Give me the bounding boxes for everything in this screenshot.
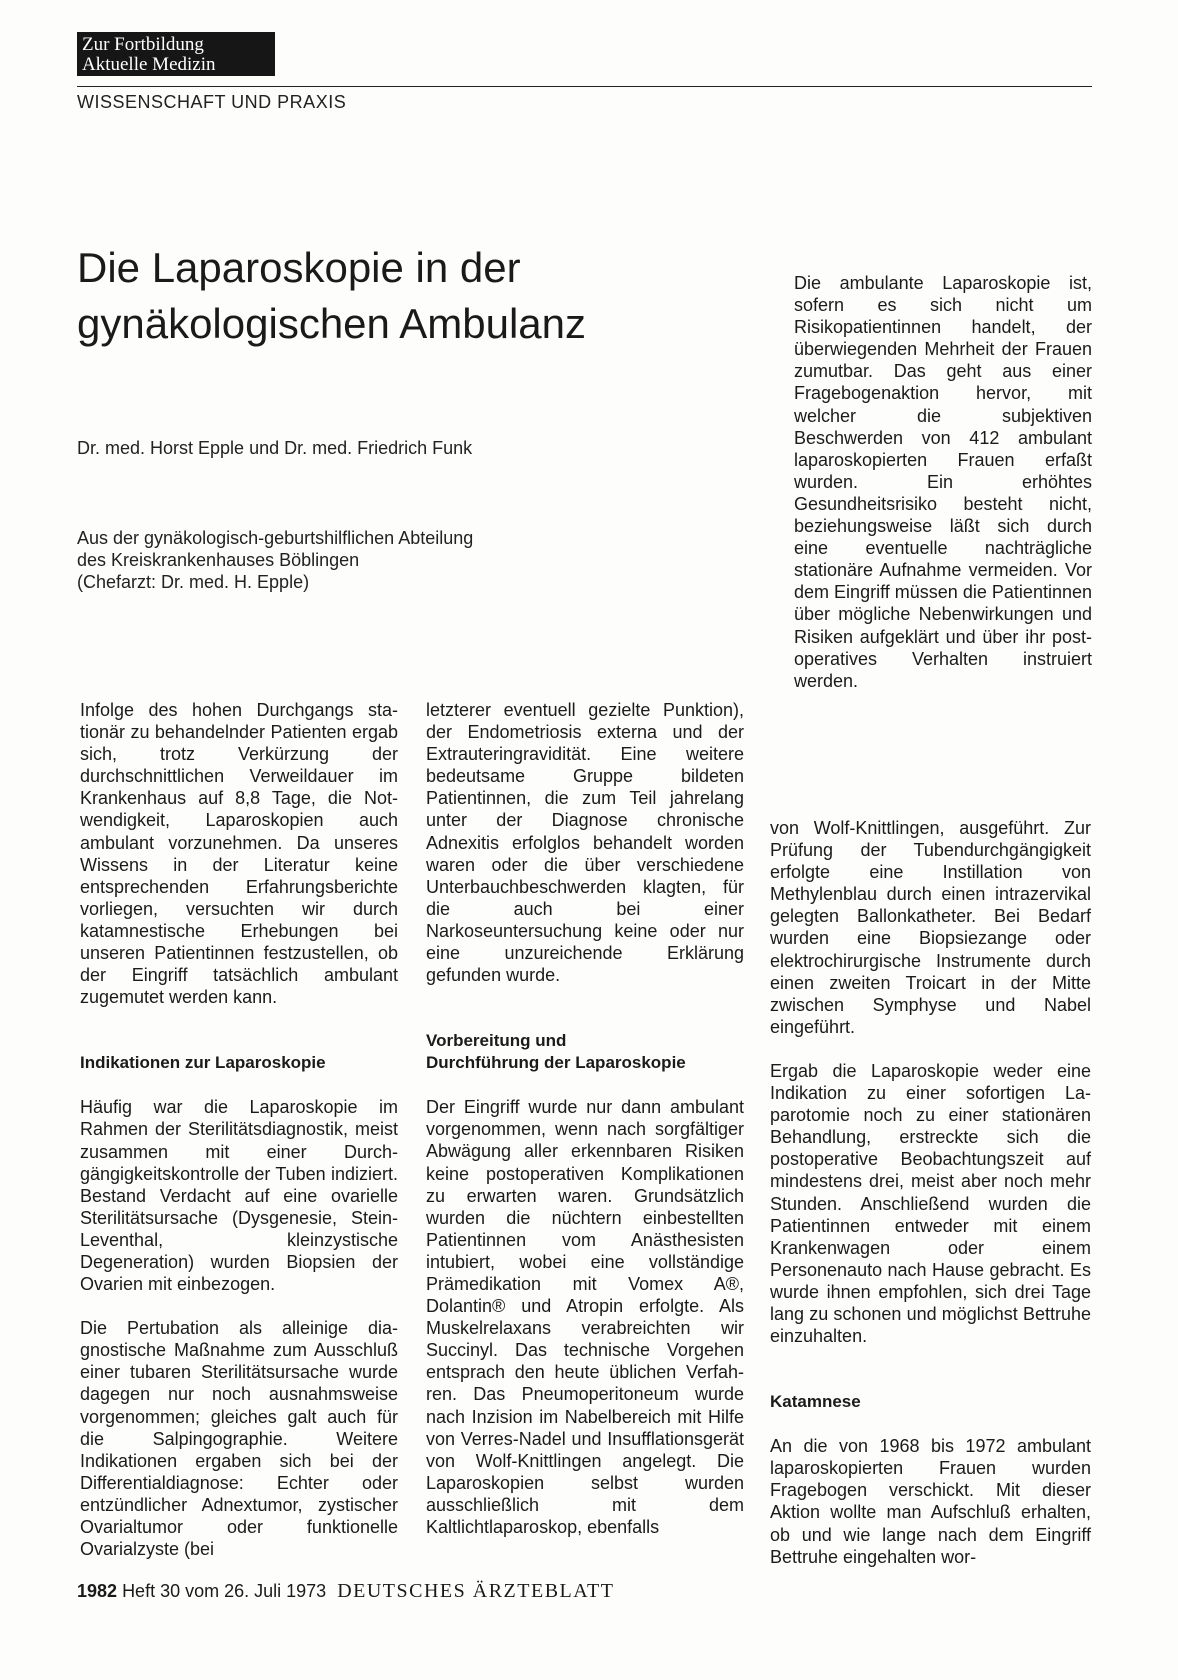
- issue-info: Heft 30 vom 26. Juli 1973: [122, 1581, 327, 1601]
- heading-vorbereitung-line2: Durchführung der Laparoskopie: [426, 1053, 686, 1073]
- vorbereitung-paragraph: Der Eingriff wurde nur dann ambulant vorgenommen, wenn nach sorgfältiger Abwägung aller erkennbaren Risiken keine postoperativen Komplikationen zu erwarten waren. Grundsätzlich wurden die nüchtern einbestellten Patientinnen vom Anästhesisten intubiert, wobei eine vollständige Prämedikation mit Vomex A®, Dolantin® und Atropin erfolgte. Als Muskelrelaxans verabreichten wir Succinyl. Das technische Vorgehen entsprach den heute üblichen Verfahren. Das Pneumoperitoneum wurde nach Inzision im Nabelbereich mit Hilfe von Verres-Nadel und Insufflationsgerät von Wolf-Knittlingen angelegt. Die Laparoskopien selbst wurden ausschließlich mit dem Kaltlichtlaparoskop, ebenfalls: [426, 1097, 744, 1537]
- article-title: [77, 240, 727, 352]
- indikationen-paragraph-1: Häufig war die Laparoskopie im Rahmen der Sterilitätsdiagnostik, meist zusammen mit einer Durchgängigkeitskontrolle der Tuben indiziert. Bestand Verdacht auf eine ovarielle Sterilitätsursache (Dysgenesie, Stein-Leventhal, kleinzystische Degeneration) wurden Biopsien der Ovarien mit einbezogen.: [80, 1097, 398, 1295]
- header-rule: [77, 86, 1092, 87]
- indikationen-paragraph-3: letzterer eventuell gezielte Punktion), der Endometriosis externa und der Extrauteringravidität. Eine weitere bedeutsame Gruppe bildeten Patientinnen, die zum Teil jahrelang unter der Diagnose chronische Adnexitis erfolglos behandelt worden waren oder die über verschiedene Unterbauchbeschwerden klagten, für die auch bei einer Narkoseuntersuchung keine oder nur eine unzureichende Erklärung gefunden wurde.: [426, 700, 744, 986]
- summary-paragraph: Die ambulante Laparoskopie ist, sofern es sich nicht um Risikopatientinnen handelt, der überwiegenden Mehrheit der Frauen zumutbar. Das geht aus einer Fragebogenaktion hervor, mit welcher die subjektiven Beschwerden von 412 ambulant laparoskopierten Frauen erfaßt wurden. Ein erhöhtes Gesundheitsrisiko besteht nicht, beziehungsweise läßt sich durch eine eventuelle nachträgliche stationäre Aufnahme vermeiden. Vor dem Eingriff müssen die Patientinnen über mögliche Nebenwirkungen und Risiken aufgeklärt und über ihr postoperatives Verhalten instruiert werden.: [794, 273, 1092, 691]
- category-tag-line1: Zur Fortbildung: [82, 34, 204, 55]
- heading-vorbereitung-line1: Vorbereitung und: [426, 1031, 567, 1051]
- indikationen-paragraph-2: Die Pertubation als alleinige diagnostische Maßnahme zum Ausschluß einer tubaren Sterilitätsursache wurde dagegen nur noch ausnahmsweise vorgenommen; gleiches galt auch für die Salpingographie. Weitere Indikationen ergaben sich bei der Differentialdiagnose: Echter oder entzündlicher Adnextumor, zystischer Ovarialtumor oder funktionelle Ovarialzyste (bei: [80, 1318, 398, 1560]
- page-footer: [77, 1580, 614, 1603]
- heading-indikationen: Indikationen zur Laparoskopie: [80, 1053, 326, 1073]
- category-tag: [77, 32, 275, 76]
- column-1: [80, 699, 398, 1560]
- column-3: [770, 817, 1091, 1568]
- section-label: WISSENSCHAFT UND PRAXIS: [77, 92, 347, 112]
- article-authors: Dr. med. Horst Epple und Dr. med. Friedrich Funk: [77, 438, 473, 458]
- column-2: [426, 699, 744, 1538]
- heading-vorbereitung: [426, 1030, 744, 1074]
- article-title-line1: Die Laparoskopie in der: [77, 244, 521, 291]
- article-title-line2: gynäkologischen Ambulanz: [77, 300, 587, 347]
- category-tag-line2: Aktuelle Medizin: [82, 54, 216, 75]
- affiliation-line1: Aus der gynäkologisch-geburtshilflichen Abteilung: [77, 528, 474, 548]
- durchfuehrung-paragraph: von Wolf-Knittlingen, ausgeführt. Zur Prüfung der Tubendurchgängigkeit erfolgte eine Instillation von Methylenblau durch einen intrazervikal gelegten Ballonkatheter. Bei Bedarf wurden eine Biopsiezange oder elektrochirurgische Instrumente durch einen zweiten Troicart in der Mitte zwischen Symphyse und Nabel eingeführt.: [770, 818, 1091, 1037]
- katamnese-paragraph: An die von 1968 bis 1972 ambulant laparoskopierten Frauen wurden Fragebogen verschickt. Mit dieser Aktion wollte man Aufschluß erhalten, ob und wie lange nach dem Eingriff Bettruhe eingehalten wor-: [770, 1436, 1091, 1567]
- heading-katamnese: Katamnese: [770, 1392, 861, 1412]
- beobachtung-paragraph: Ergab die Laparoskopie weder eine Indikation zu einer sofortigen Laparotomie noch zu einer stationären Behandlung, erstreckte sich die postoperative Beobachtungszeit auf mindestens drei, meist aber noch mehr Stunden. Anschließend wurden die Patientinnen entweder mit einem Krankenwagen oder einem Personenauto nach Hause gebracht. Es wurde ihnen empfohlen, sich drei Tage lang zu schonen und möglichst Bettruhe einzuhalten.: [770, 1060, 1091, 1347]
- summary-column: [794, 272, 1092, 692]
- page-number: 1982: [77, 1581, 118, 1601]
- affiliation-line3: (Chefarzt: Dr. med. H. Epple): [77, 572, 310, 592]
- affiliation-line2: des Kreiskrankenhauses Böblingen: [77, 550, 360, 570]
- article-affiliation: [77, 527, 473, 593]
- journal-name: DEUTSCHES ÄRZTEBLATT: [337, 1580, 615, 1602]
- intro-paragraph: Infolge des hohen Durchgangs stationär zu behandelnder Patienten ergab sich, trotz Verkürzung der durchschnittlichen Verweildauer im Krankenhaus auf 8,8 Tage, die Notwendigkeit, Laparoskopien auch ambulant vorzunehmen. Da unseres Wissens in der Literatur keine entsprechenden Erfahrungsberichte vorliegen, versuchten wir durch katamnestische Erhebungen bei unseren Patientinnen festzustellen, ob der Eingriff tatsächlich ambulant zugemutet werden kann.: [80, 700, 398, 1008]
